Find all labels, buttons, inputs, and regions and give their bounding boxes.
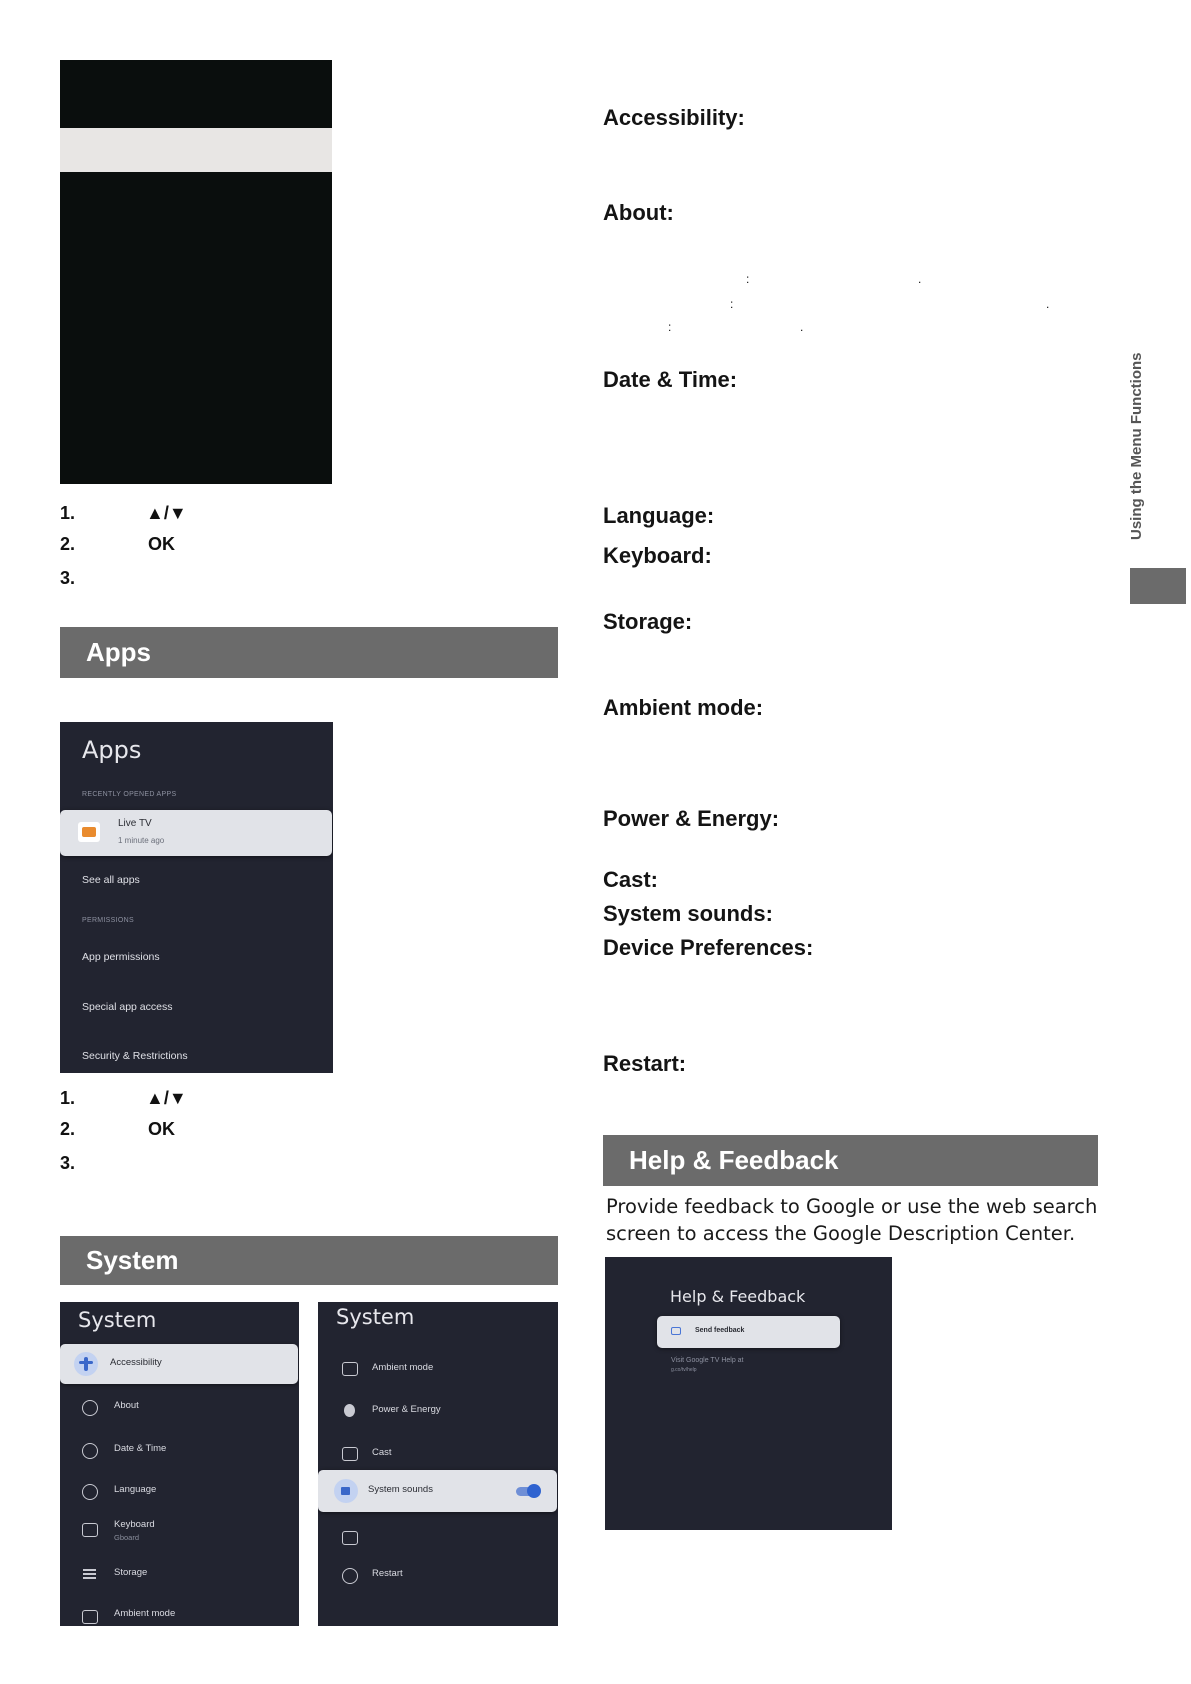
item-label: Power & Energy (372, 1404, 441, 1415)
heading-keyboard: Keyboard: (603, 543, 712, 568)
app-name: Live TV (118, 818, 152, 829)
heading-ambient-mode: Ambient mode: (603, 695, 764, 720)
step-key: OK (148, 1119, 175, 1139)
item-label: Keyboard (114, 1519, 155, 1530)
info-icon (82, 1400, 98, 1416)
heading-restart: Restart: (603, 1051, 687, 1076)
heading-about: About: (603, 200, 674, 225)
cast-icon (342, 1447, 358, 1461)
ambient-icon (342, 1362, 358, 1376)
menu-item-restart[interactable] (318, 1556, 558, 1596)
screen-title: Help & Feedback (670, 1287, 806, 1306)
step-number: 1. (60, 503, 76, 523)
item-label: Accessibility (110, 1357, 162, 1368)
item-label: Restart (372, 1568, 403, 1579)
heading-power-energy: Power & Energy: (603, 806, 780, 831)
about-mark: . (1046, 297, 1050, 311)
heading-system-sounds: System sounds: (603, 901, 773, 926)
lightbulb-icon (344, 1404, 355, 1417)
item-label: Ambient mode (114, 1608, 176, 1619)
step-number: 3. (60, 1153, 76, 1173)
feedback-icon (671, 1327, 681, 1335)
heading-device-preferences: Device Preferences: (603, 935, 814, 960)
about-mark: : (730, 297, 734, 311)
system-screenshot-2 (318, 1302, 558, 1626)
screen-title: Apps (82, 736, 142, 764)
restart-icon (342, 1568, 358, 1584)
menu-item-cast[interactable] (318, 1435, 558, 1475)
menu-item-ambient[interactable] (60, 1596, 299, 1626)
tv-icon (342, 1531, 358, 1545)
settings-screenshot-dark (60, 60, 332, 484)
apps-screenshot (60, 722, 333, 1073)
app-time: 1 minute ago (118, 836, 165, 845)
heading-language: Language: (603, 503, 715, 528)
menu-item-language[interactable] (60, 1472, 299, 1512)
item-label: About (114, 1400, 139, 1411)
globe-icon (82, 1484, 98, 1500)
visit-help-text: Visit Google TV Help at (671, 1357, 744, 1364)
item-sublabel: Gboard (114, 1533, 140, 1542)
section-bar-system: System (60, 1236, 558, 1285)
step-number: 3. (60, 568, 76, 588)
heading-date-time: Date & Time: (603, 367, 738, 392)
item-label: System sounds (368, 1484, 433, 1495)
help-description-line-2: screen to access the Google Description Center. (606, 1222, 1076, 1245)
send-feedback-label: Send feedback (695, 1327, 745, 1334)
recent-app-card[interactable] (60, 810, 332, 856)
help-description-line-1: Provide feedback to Google or use the web search (606, 1195, 1098, 1218)
speaker-icon (334, 1479, 358, 1503)
menu-item-device-preferences[interactable] (318, 1519, 558, 1559)
section-bar-apps: Apps (60, 627, 558, 678)
step-key: ▲/▼ (146, 1088, 187, 1108)
keyboard-icon (82, 1523, 98, 1537)
highlight-band (60, 128, 332, 172)
menu-item-accessibility[interactable] (60, 1344, 298, 1384)
section-header: RECENTLY OPENED APPS (82, 791, 177, 798)
help-feedback-screenshot (605, 1257, 892, 1530)
screen-title: System (336, 1305, 415, 1329)
item-label: Date & Time (114, 1443, 167, 1454)
see-all-apps[interactable]: See all apps (82, 874, 140, 886)
menu-item-app-permissions[interactable]: App permissions (82, 951, 160, 963)
system-sounds-toggle[interactable] (514, 1482, 544, 1500)
item-label: Ambient mode (372, 1362, 434, 1373)
heading-accessibility: Accessibility: (603, 105, 745, 130)
live-tv-icon (78, 822, 100, 842)
accessibility-icon (74, 1352, 98, 1376)
clock-icon (82, 1443, 98, 1459)
step-number: 2. (60, 534, 76, 554)
menu-item-about[interactable] (60, 1388, 299, 1428)
about-mark: : (668, 320, 672, 334)
item-label: Language (114, 1484, 157, 1495)
menu-item-security[interactable]: Security & Restrictions (82, 1050, 188, 1062)
section-header: PERMISSIONS (82, 917, 134, 924)
heading-storage: Storage: (603, 609, 693, 634)
system-screenshot-1 (60, 1302, 299, 1626)
menu-item-power[interactable] (318, 1392, 558, 1432)
step-number: 2. (60, 1119, 76, 1139)
menu-item-system-sounds[interactable] (318, 1470, 557, 1512)
about-mark: . (800, 320, 804, 334)
item-label: Cast (372, 1447, 392, 1458)
sidebar-tab-block (1130, 568, 1186, 604)
section-bar-help-feedback: Help & Feedback (603, 1135, 1098, 1186)
storage-icon (82, 1567, 98, 1581)
menu-item-keyboard[interactable] (60, 1507, 299, 1547)
ambient-icon (82, 1610, 98, 1624)
about-mark: . (918, 272, 922, 286)
about-mark: : (746, 272, 750, 286)
sidebar-chapter-label: Using the Menu Functions (1128, 352, 1145, 540)
step-key: ▲/▼ (146, 503, 187, 523)
heading-cast: Cast: (603, 867, 659, 892)
menu-item-special-access[interactable]: Special app access (82, 1001, 173, 1013)
step-key: OK (148, 534, 175, 554)
send-feedback-button[interactable] (657, 1316, 840, 1348)
menu-item-date-time[interactable] (60, 1431, 299, 1471)
visit-help-url: g.co/tv/help (671, 1367, 697, 1373)
step-number: 1. (60, 1088, 76, 1108)
item-label: Storage (114, 1567, 148, 1578)
menu-item-storage[interactable] (60, 1555, 299, 1595)
screen-title: System (78, 1308, 157, 1332)
menu-item-ambient[interactable] (318, 1350, 558, 1390)
